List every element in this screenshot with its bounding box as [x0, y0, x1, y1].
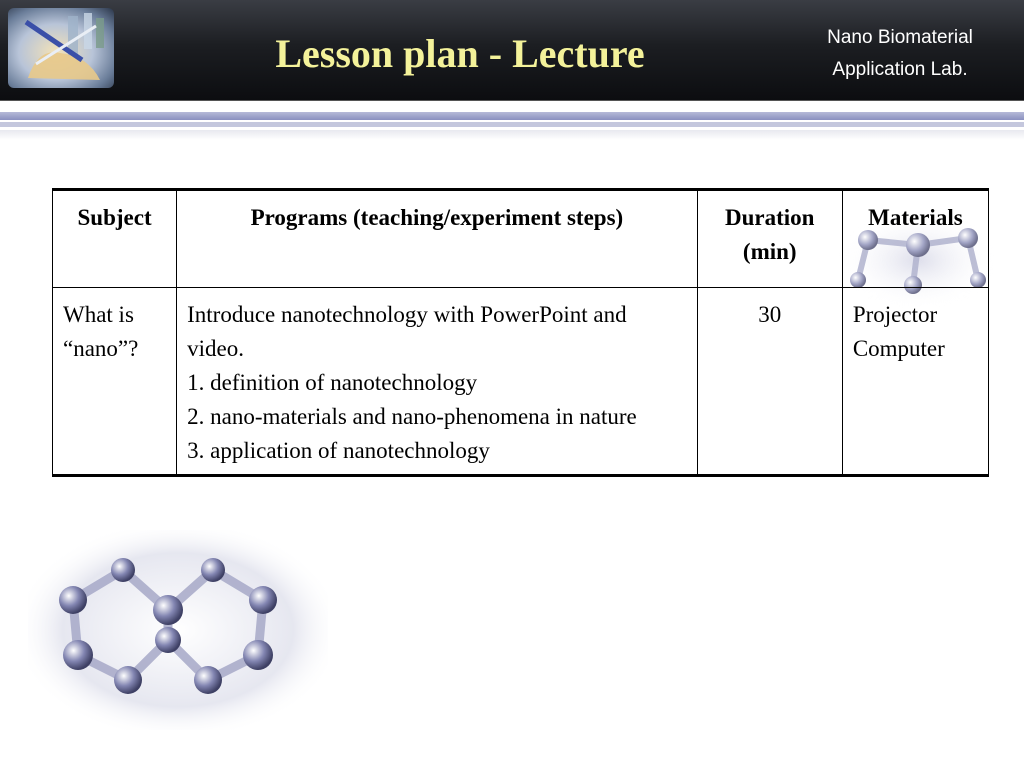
lab-name — [780, 22, 1020, 86]
header-band — [0, 112, 1024, 120]
cell-subject: What is “nano”? — [53, 288, 177, 476]
duration-header-line-1: Duration — [725, 205, 815, 230]
column-header-programs: Programs (teaching/experiment steps) — [177, 190, 698, 288]
lab-name-line-2: Application Lab. — [832, 59, 968, 80]
material-item: Computer — [852, 336, 945, 361]
header-band-fade — [0, 130, 1024, 140]
program-line: 2. nano-materials and nano-phenomena in nature — [187, 404, 637, 429]
lab-glassware-icon — [8, 8, 114, 88]
cell-programs — [177, 288, 698, 476]
column-header-duration — [697, 190, 842, 288]
column-header-subject: Subject — [53, 190, 177, 288]
cell-materials — [842, 288, 988, 476]
table-row — [53, 288, 989, 476]
program-line: 1. definition of nanotechnology — [187, 370, 478, 395]
header-band-thin — [0, 122, 1024, 127]
table-header-row — [53, 190, 989, 288]
lab-name-line-1: Nano Biomaterial — [827, 27, 973, 48]
duration-header-line-2: (min) — [742, 239, 797, 264]
slide-title: Lesson plan - Lecture — [275, 31, 645, 76]
cell-duration: 30 — [697, 288, 842, 476]
material-item: Projector — [852, 302, 938, 327]
lesson-plan-table — [52, 188, 989, 477]
slide-header — [0, 0, 1024, 101]
molecule-icon — [28, 530, 328, 730]
program-line: Introduce nanotechnology with PowerPoint and video. — [187, 302, 627, 361]
column-header-materials: Materials — [842, 190, 988, 288]
program-line: 3. application of nanotechnology — [187, 438, 490, 463]
